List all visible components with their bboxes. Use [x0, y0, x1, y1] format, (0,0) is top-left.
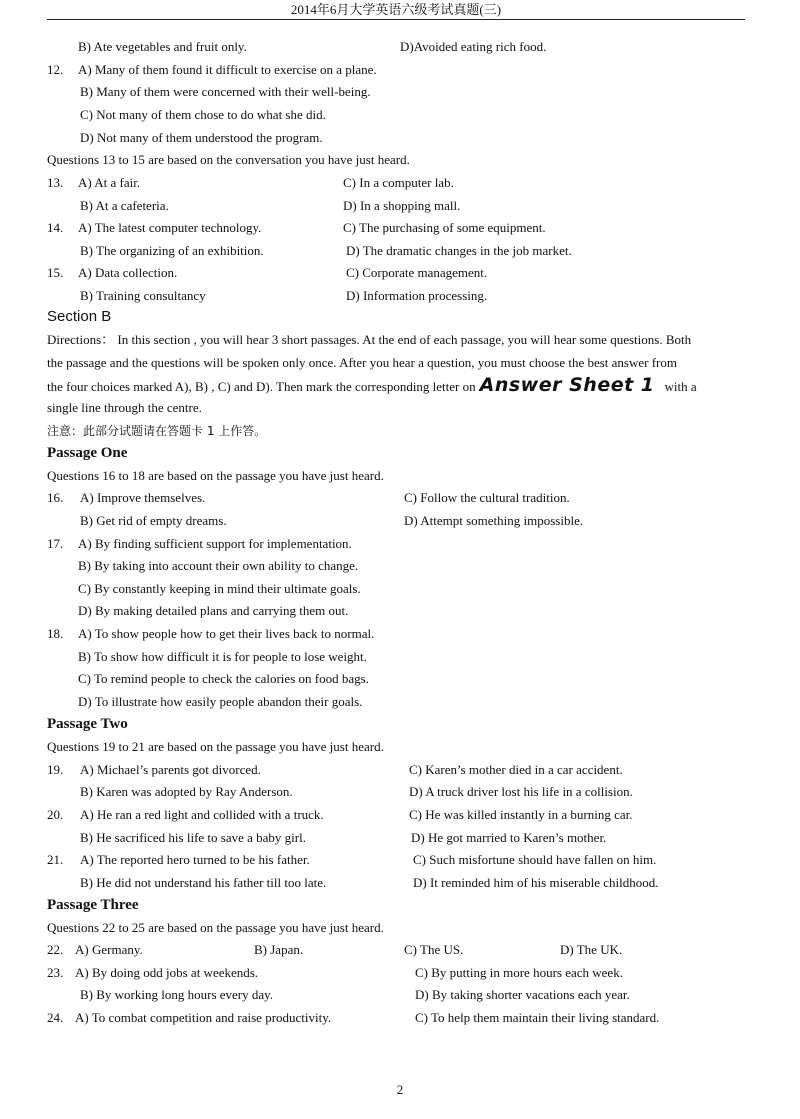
q12-number: 12.	[47, 62, 64, 77]
directions-line-3-end: with a	[664, 379, 697, 394]
q14-option-b: B) The organizing of an exhibition.	[80, 243, 264, 258]
q20-number: 20.	[47, 807, 64, 822]
q12-option-d: D) Not many of them understood the program.	[80, 130, 323, 145]
q20-option-b: B) He sacrificed his life to save a baby girl.	[80, 830, 306, 845]
q20-option-a: A) He ran a red light and collided with a truck.	[80, 807, 324, 822]
q16-number: 16.	[47, 490, 64, 505]
q17-option-c: C) By constantly keeping in mind their ultimate goals.	[78, 581, 361, 596]
q21-option-a: A) The reported hero turned to be his father.	[80, 852, 310, 867]
q13-option-a: A) At a fair.	[78, 175, 141, 190]
q17-option-b: B) By taking into account their own ability to change.	[78, 558, 359, 573]
q21-option-d: D) It reminded him of his miserable childhood.	[413, 875, 659, 890]
q22-option-a: A) Germany.	[75, 942, 143, 957]
passage-three-title: Passage Three	[47, 897, 139, 913]
q13-option-c: C) In a computer lab.	[343, 175, 454, 190]
q23-option-a: A) By doing odd jobs at weekends.	[75, 965, 259, 980]
q22-option-d: D) The UK.	[560, 942, 623, 957]
q20-option-c: C) He was killed instantly in a burning car.	[409, 807, 633, 822]
q12-option-c: C) Not many of them chose to do what she did.	[80, 107, 326, 122]
q16-option-b: B) Get rid of empty dreams.	[80, 513, 227, 528]
q14-option-c: C) The purchasing of some equipment.	[343, 220, 546, 235]
q21-option-c: C) Such misfortune should have fallen on him.	[413, 852, 657, 867]
q19-number: 19.	[47, 762, 64, 777]
q11-option-d: D)Avoided eating rich food.	[400, 39, 547, 54]
q17-option-d: D) By making detailed plans and carrying them out.	[78, 603, 349, 618]
q23-option-c: C) By putting in more hours each week.	[415, 965, 623, 980]
q18-number: 18.	[47, 626, 64, 641]
q13-option-d: D) In a shopping mall.	[343, 198, 461, 213]
passage-two-intro: Questions 19 to 21 are based on the passage you have just heard.	[47, 739, 384, 754]
q17-number: 17.	[47, 536, 64, 551]
q18-option-b: B) To show how difficult it is for people to lose weight.	[78, 649, 367, 664]
q16-option-d: D) Attempt something impossible.	[404, 513, 584, 528]
passage-one-title: Passage One	[47, 445, 128, 461]
q12-option-b: B) Many of them were concerned with their well-being.	[80, 84, 371, 99]
q21-option-b: B) He did not understand his father till too late.	[80, 875, 327, 890]
q19-option-a: A) Michael’s parents got divorced.	[80, 762, 261, 777]
q18-option-a: A) To show people how to get their lives back to normal.	[78, 626, 375, 641]
q19-option-c: C) Karen’s mother died in a car accident.	[409, 762, 623, 777]
q13-number: 13.	[47, 175, 64, 190]
q15-option-a: A) Data collection.	[78, 265, 178, 280]
q14-option-a: A) The latest computer technology.	[78, 220, 262, 235]
passage-two-title: Passage Two	[47, 716, 128, 732]
passage-three-intro: Questions 22 to 25 are based on the passage you have just heard.	[47, 920, 384, 935]
directions-line-3-text: the four choices marked A), B) , C) and D). Then mark the corresponding letter on	[47, 379, 476, 394]
q18-option-d: D) To illustrate how easily people abandon their goals.	[78, 694, 363, 709]
q11-option-b: B) Ate vegetables and fruit only.	[78, 39, 247, 54]
q15-option-d: D) Information processing.	[346, 288, 488, 303]
directions-line-2: the passage and the questions will be spoken only once. After you hear a question, you must choose the best answer from	[47, 355, 677, 370]
page-number: 2	[396, 1082, 404, 1097]
q15-number: 15.	[47, 265, 64, 280]
q18-option-c: C) To remind people to check the calories on food bags.	[78, 671, 369, 686]
q24-number: 24.	[47, 1010, 64, 1025]
q16-option-a: A) Improve themselves.	[80, 490, 206, 505]
q16-option-c: C) Follow the cultural tradition.	[404, 490, 570, 505]
answer-sheet-handwritten: Answer Sheet 1	[479, 374, 655, 396]
q23-option-d: D) By taking shorter vacations each year.	[415, 987, 630, 1002]
q19-option-d: D) A truck driver lost his life in a collision.	[409, 784, 633, 799]
directions-line-4: single line through the centre.	[47, 400, 202, 415]
directions-line-1: Directions： In this section , you will hear 3 short passages. At the end of each passage, you will hear some questions. Both	[47, 332, 692, 347]
passage-one-intro: Questions 16 to 18 are based on the passage you have just heard.	[47, 468, 384, 483]
q23-number: 23.	[47, 965, 64, 980]
q24-option-a: A) To combat competition and raise productivity.	[75, 1010, 332, 1025]
q20-option-d: D) He got married to Karen’s mother.	[411, 830, 607, 845]
q22-option-c: C) The US.	[404, 942, 464, 957]
q22-number: 22.	[47, 942, 64, 957]
q14-option-d: D) The dramatic changes in the job market.	[346, 243, 572, 258]
q14-number: 14.	[47, 220, 64, 235]
directions-line-3	[47, 376, 697, 396]
chinese-note: 注意：此部分试题请在答题卡 1 上作答。	[47, 424, 267, 438]
q22-option-b: B) Japan.	[254, 942, 304, 957]
q15-option-c: C) Corporate management.	[346, 265, 488, 280]
questions-13-15-intro: Questions 13 to 15 are based on the conversation you have just heard.	[47, 152, 410, 167]
q21-number: 21.	[47, 852, 64, 867]
q12-option-a: A) Many of them found it difficult to exercise on a plane.	[78, 62, 377, 77]
q17-option-a: A) By finding sufficient support for implementation.	[78, 536, 352, 551]
page-header: 2014年6月大学英语六级考试真题(三)	[47, 0, 745, 20]
section-b-title: Section B	[47, 308, 112, 325]
q15-option-b: B) Training consultancy	[80, 288, 206, 303]
q19-option-b: B) Karen was adopted by Ray Anderson.	[80, 784, 293, 799]
q23-option-b: B) By working long hours every day.	[80, 987, 274, 1002]
q24-option-c: C) To help them maintain their living standard.	[415, 1010, 660, 1025]
q13-option-b: B) At a cafeteria.	[80, 198, 169, 213]
